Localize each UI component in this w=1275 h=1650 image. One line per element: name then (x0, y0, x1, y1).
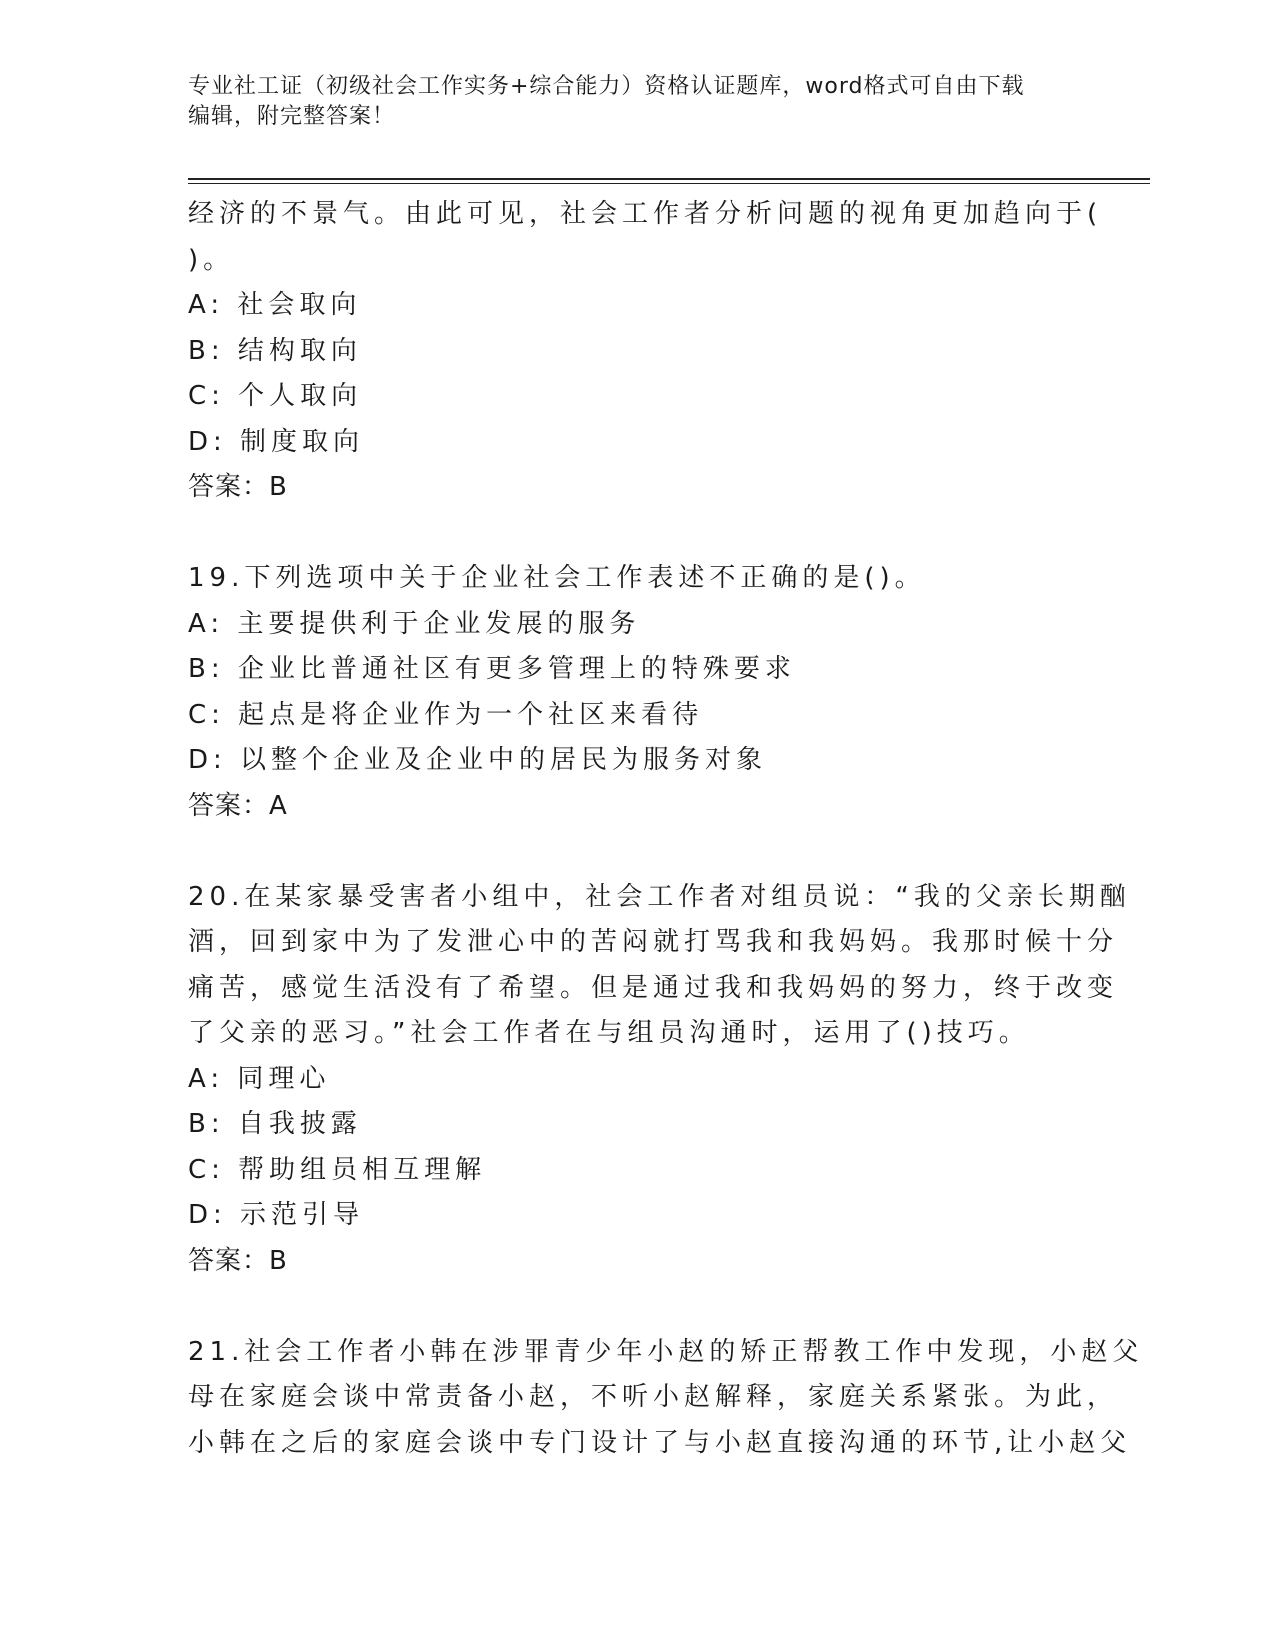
question-stem-line: 小韩在之后的家庭会谈中专门设计了与小赵直接沟通的环节,让小赵父 (188, 1427, 1132, 1458)
option-c: C: 个人取向 (188, 381, 363, 411)
option-c: C: 起点是将企业作为一个社区来看待 (188, 699, 704, 730)
option-c: C: 帮助组员相互理解 (188, 1154, 487, 1185)
option-a: A: 同理心 (188, 1063, 331, 1094)
option-b: B: 结构取向 (188, 335, 362, 366)
page-header (188, 72, 1088, 132)
answer-line: 答案：A (188, 790, 288, 821)
question-stem-line: 19.下列选项中关于企业社会工作表述不正确的是()。 (188, 563, 926, 593)
option-d: D: 示范引导 (188, 1200, 365, 1230)
option-b: B: 企业比普通社区有更多管理上的特殊要求 (188, 654, 796, 684)
header-line-2: 编辑，附完整答案！ (188, 104, 396, 129)
spacer (188, 511, 1088, 557)
question-stem-line: 20.在某家暴受害者小组中，社会工作者对组员说：“我的父亲长期酗 (188, 881, 1131, 912)
document-body (188, 192, 1144, 1466)
question-stem-line: 痛苦，感觉生活没有了希望。但是通过我和我妈妈的努力，终于改变 (188, 972, 1119, 1003)
question-stem-line: 经济的不景气。由此可见，社会工作者分析问题的视角更加趋向于( (188, 199, 1103, 229)
question-21 (188, 1330, 1144, 1467)
question-20 (188, 875, 1131, 1285)
question-stem-line: 了父亲的恶习。”社会工作者在与组员沟通时，运用了()技巧。 (188, 1018, 1030, 1048)
question-stem-line: 酒，回到家中为了发泄心中的苦闷就打骂我和我妈妈。我那时候十分 (188, 927, 1119, 957)
option-b: B: 自我披露 (188, 1109, 362, 1139)
header-divider-thick (188, 178, 1150, 180)
spacer (188, 829, 1088, 875)
answer-line: 答案：B (188, 1245, 288, 1276)
question-stem-line: 21.社会工作者小韩在涉罪青少年小赵的矫正帮教工作中发现，小赵父 (188, 1336, 1144, 1367)
question-stem-line: )。 (188, 244, 235, 275)
question-19 (188, 556, 1088, 829)
header-line-1: 专业社工证（初级社会工作实务+综合能力）资格认证题库，word格式可自由下载 (188, 74, 1025, 99)
question-18 (188, 192, 1103, 511)
option-d: D: 以整个企业及企业中的居民为服务对象 (188, 745, 768, 775)
option-a: A: 社会取向 (188, 290, 362, 320)
answer-line: 答案：B (188, 472, 288, 502)
spacer (188, 1284, 1088, 1330)
option-a: A: 主要提供利于企业发展的服务 (188, 608, 641, 639)
question-stem-line: 母在家庭会谈中常责备小赵，不听小赵解释，家庭关系紧张。为此， (188, 1382, 1119, 1412)
option-d: D: 制度取向 (188, 426, 365, 457)
header-divider-thin (188, 183, 1150, 184)
